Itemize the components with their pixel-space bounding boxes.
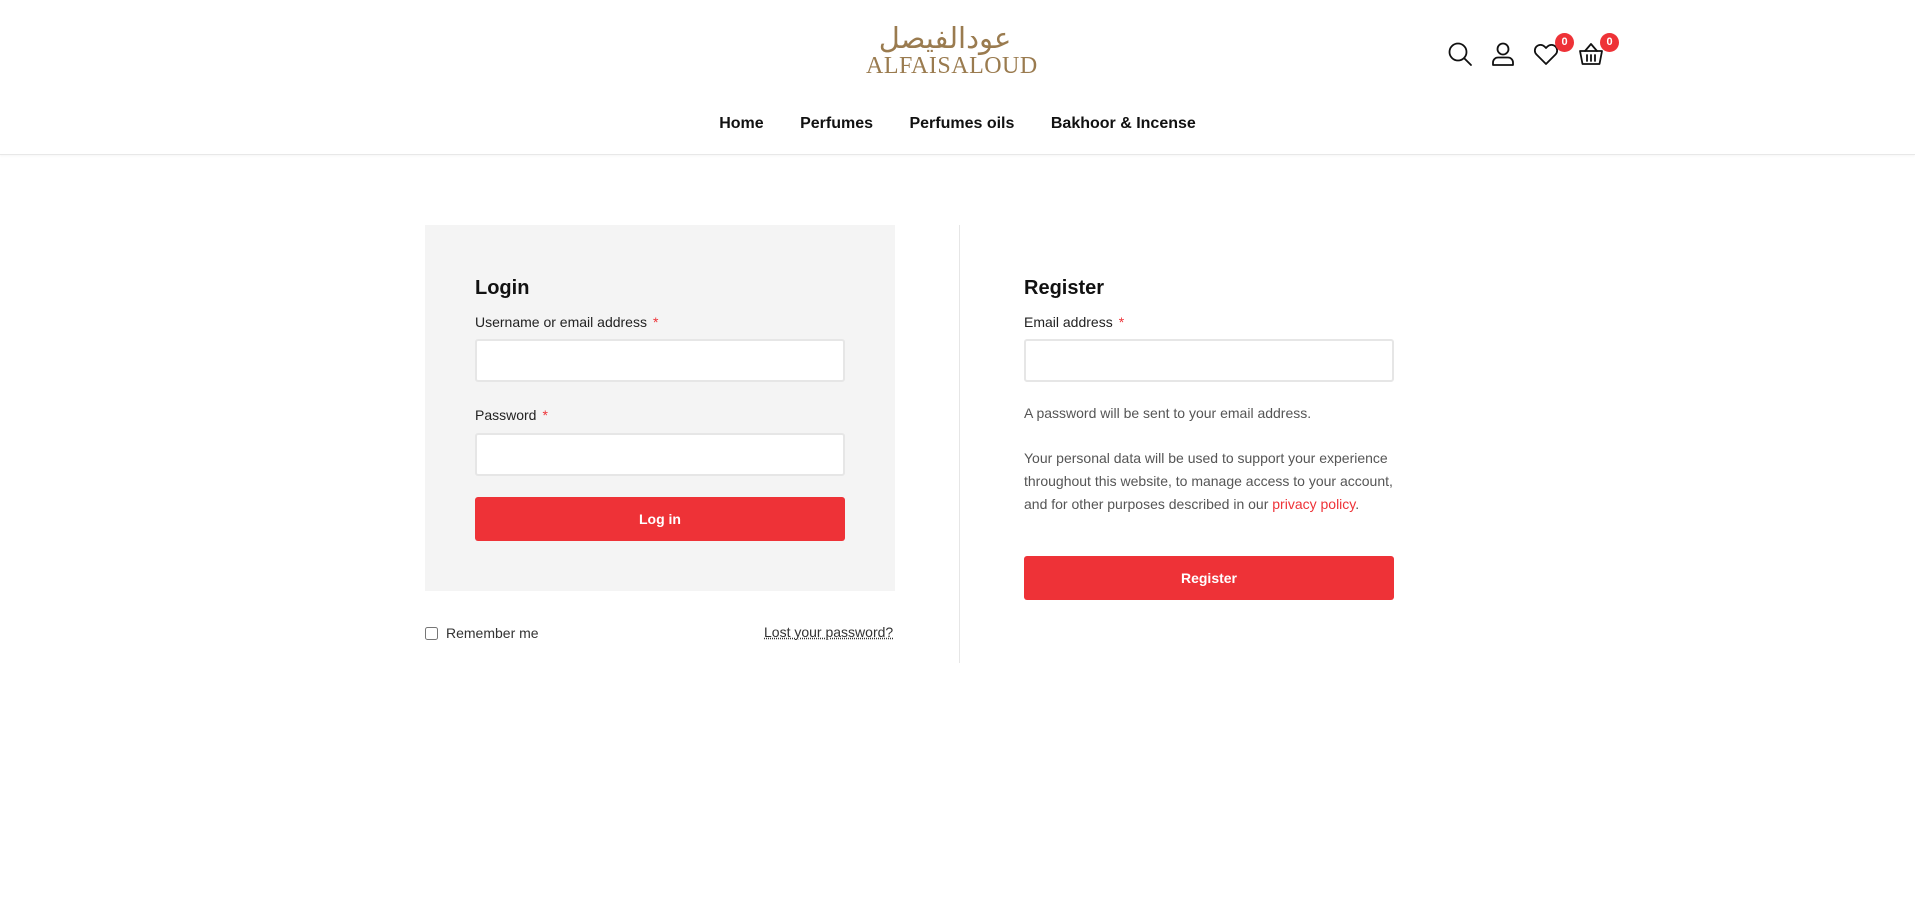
required-mark: * (652, 314, 659, 330)
search-icon[interactable] (1446, 40, 1476, 70)
register-title: Register (1024, 277, 1105, 299)
password-label-text: Password (475, 407, 537, 423)
wishlist-button[interactable] (1532, 36, 1568, 70)
remember-me-label[interactable]: Remember me (446, 625, 539, 641)
user-icon[interactable] (1489, 40, 1519, 70)
remember-me-checkbox[interactable] (425, 627, 438, 640)
register-email-input[interactable] (1024, 339, 1394, 382)
required-mark: * (1118, 314, 1125, 330)
main-nav (0, 113, 1915, 135)
required-mark: * (542, 407, 548, 423)
username-label-text: Username or email address (475, 314, 647, 330)
login-button[interactable]: Log in (475, 497, 845, 541)
password-label (475, 407, 548, 423)
logo-arabic-text: عودالفيصل (878, 21, 1012, 55)
logo-latin-text: ALFAISALOUD (866, 53, 1038, 79)
password-note: A password will be sent to your email address. (1024, 405, 1312, 421)
register-button[interactable]: Register (1024, 556, 1394, 600)
password-input[interactable] (475, 433, 845, 476)
login-title: Login (475, 277, 530, 299)
nav-item-perfumes[interactable]: Perfumes (800, 115, 874, 132)
privacy-policy-link[interactable]: privacy policy (1272, 496, 1356, 512)
email-label-text: Email address (1024, 314, 1113, 330)
nav-item-perfumes-oils[interactable]: Perfumes oils (909, 115, 1015, 132)
nav-item-home[interactable]: Home (719, 115, 764, 132)
login-panel (425, 225, 895, 591)
nav-item-bakhoor-incense[interactable]: Bakhoor & Incense (1050, 115, 1196, 132)
privacy-notice (1024, 447, 1404, 516)
cart-count-badge: 0 (1600, 33, 1619, 52)
cart-button[interactable] (1577, 36, 1613, 70)
username-input[interactable] (475, 339, 845, 382)
site-logo[interactable] (866, 21, 1038, 80)
privacy-notice-text: Your personal data will be used to support your experience throughout this website, to manage access to your account, and for other purposes described in our (1024, 450, 1393, 512)
wishlist-count-badge: 0 (1555, 33, 1574, 52)
site-header (0, 0, 1915, 155)
lost-password-link[interactable]: Lost your password? (764, 624, 894, 640)
email-label (1024, 314, 1124, 330)
column-divider (959, 225, 960, 663)
remember-me (425, 624, 539, 642)
privacy-notice-end: . (1355, 496, 1360, 512)
username-label (475, 314, 658, 330)
